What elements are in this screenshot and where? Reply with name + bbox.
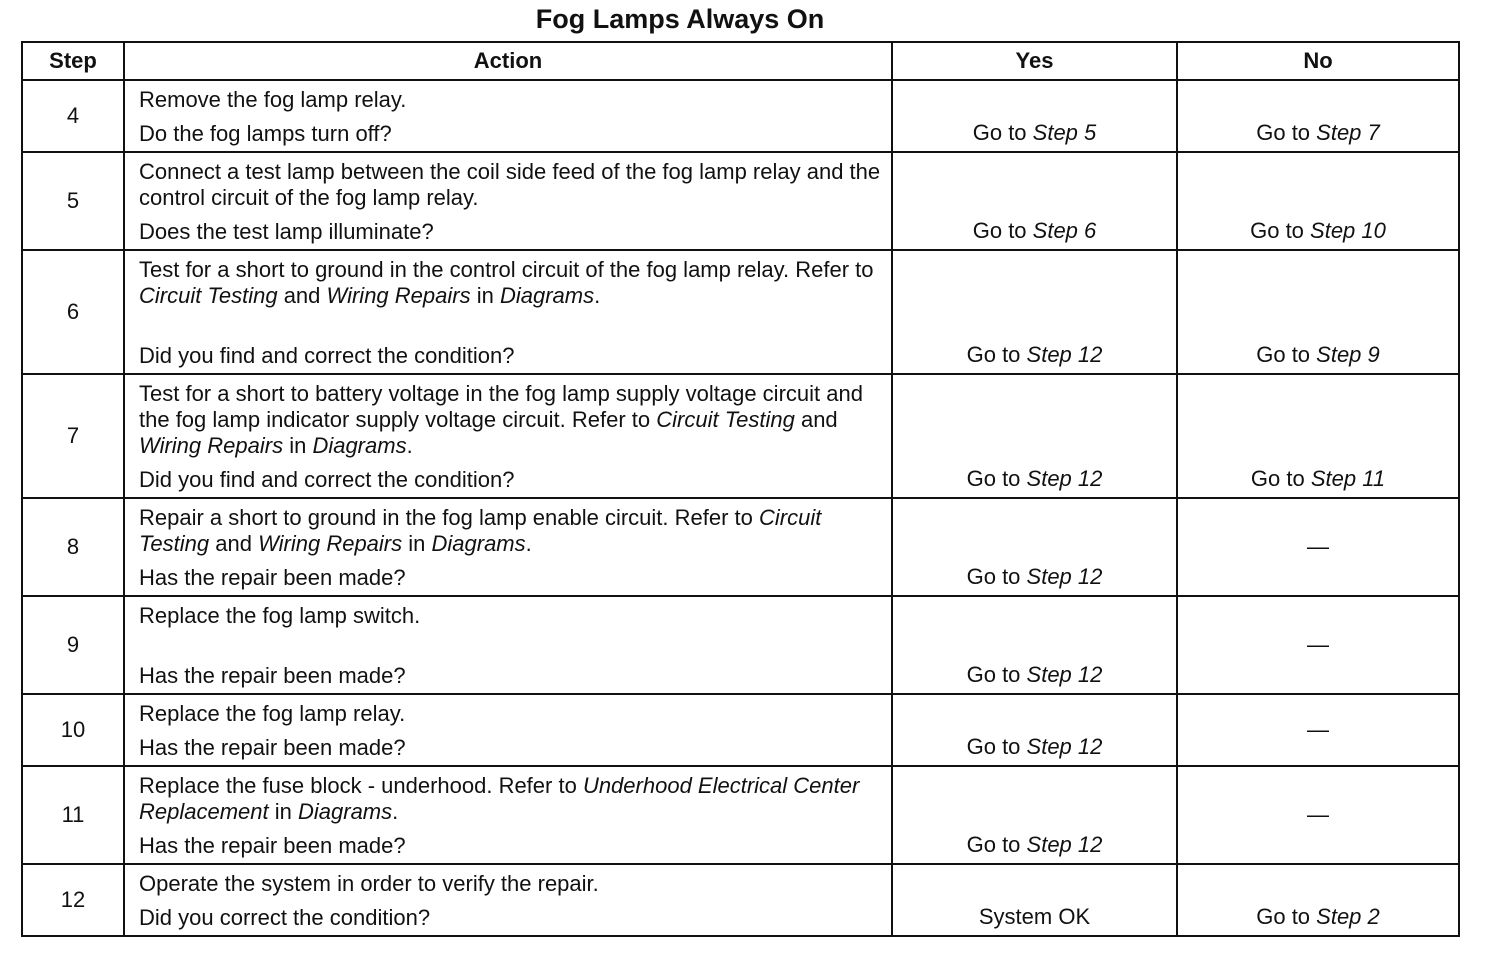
- step-number: 7: [22, 374, 124, 498]
- yes-result: Go to Step 6: [892, 152, 1177, 250]
- no-result: —: [1177, 498, 1459, 596]
- no-result: Go to Step 11: [1177, 374, 1459, 498]
- no-result: —: [1177, 766, 1459, 864]
- action-instruction: Replace the fog lamp switch.: [139, 603, 421, 628]
- header-step: Step: [22, 42, 124, 80]
- action-cell: [124, 694, 892, 766]
- action-question: Did you find and correct the condition?: [139, 343, 515, 368]
- yes-result: Go to Step 12: [892, 374, 1177, 498]
- page-title: Fog Lamps Always On: [535, 4, 825, 34]
- action-cell: [124, 250, 892, 374]
- yes-result: Go to Step 12: [892, 498, 1177, 596]
- no-result: Go to Step 9: [1177, 250, 1459, 374]
- step-number: 4: [22, 80, 124, 152]
- table-row: [22, 766, 1459, 864]
- action-question: Has the repair been made?: [139, 565, 406, 590]
- step-number: 12: [22, 864, 124, 936]
- action-question: Did you correct the condition?: [139, 905, 431, 930]
- yes-result: Go to Step 5: [892, 80, 1177, 152]
- step-number: 6: [22, 250, 124, 374]
- table-row: [22, 694, 1459, 766]
- action-instruction: Test for a short to ground in the control circuit of the fog lamp relay. Refer to Circuit Testing and Wiring Repairs in Diagrams.: [139, 257, 874, 308]
- no-result: Go to Step 10: [1177, 152, 1459, 250]
- action-instruction: Test for a short to battery voltage in the fog lamp supply voltage circuit and the fog lamp indicator supply voltage circuit. Refer to Circuit Testing and Wiring Repairs in Diagrams.: [139, 381, 863, 458]
- header-yes: Yes: [892, 42, 1177, 80]
- action-cell: [124, 498, 892, 596]
- step-number: 8: [22, 498, 124, 596]
- header-action: Action: [124, 42, 892, 80]
- no-result: Go to Step 7: [1177, 80, 1459, 152]
- action-question: Did you find and correct the condition?: [139, 467, 515, 492]
- no-result: —: [1177, 596, 1459, 694]
- table-row: [22, 250, 1459, 374]
- table-row: [22, 596, 1459, 694]
- action-instruction: Replace the fuse block - underhood. Refer to Underhood Electrical Center Replacement in Diagrams.: [139, 773, 860, 824]
- action-cell: [124, 152, 892, 250]
- step-number: 9: [22, 596, 124, 694]
- action-cell: [124, 864, 892, 936]
- yes-result: Go to Step 12: [892, 766, 1177, 864]
- action-instruction: Connect a test lamp between the coil side feed of the fog lamp relay and the control circuit of the fog lamp relay.: [139, 159, 881, 210]
- step-number: 11: [22, 766, 124, 864]
- action-instruction: Repair a short to ground in the fog lamp enable circuit. Refer to Circuit Testing and Wiring Repairs in Diagrams.: [139, 505, 822, 556]
- step-number: 10: [22, 694, 124, 766]
- action-cell: [124, 80, 892, 152]
- action-question: Has the repair been made?: [139, 833, 406, 858]
- action-instruction: Remove the fog lamp relay.: [139, 87, 407, 112]
- no-result: Go to Step 2: [1177, 864, 1459, 936]
- action-cell: [124, 374, 892, 498]
- action-cell: [124, 596, 892, 694]
- yes-result: Go to Step 12: [892, 250, 1177, 374]
- table-row: [22, 152, 1459, 250]
- table-row: [22, 80, 1459, 152]
- diagnostic-table: [21, 41, 1460, 937]
- action-instruction: Operate the system in order to verify the repair.: [139, 871, 599, 896]
- table-row: [22, 498, 1459, 596]
- action-question: Do the fog lamps turn off?: [139, 121, 392, 146]
- yes-result: Go to Step 12: [892, 694, 1177, 766]
- yes-result: Go to Step 12: [892, 596, 1177, 694]
- action-question: Has the repair been made?: [139, 735, 406, 760]
- yes-result: System OK: [892, 864, 1177, 936]
- header-no: No: [1177, 42, 1459, 80]
- action-cell: [124, 766, 892, 864]
- action-question: Does the test lamp illuminate?: [139, 219, 434, 244]
- header-row: [22, 42, 1459, 80]
- table-row: [22, 864, 1459, 936]
- step-number: 5: [22, 152, 124, 250]
- action-instruction: Replace the fog lamp relay.: [139, 701, 406, 726]
- table-row: [22, 374, 1459, 498]
- action-question: Has the repair been made?: [139, 663, 406, 688]
- no-result: —: [1177, 694, 1459, 766]
